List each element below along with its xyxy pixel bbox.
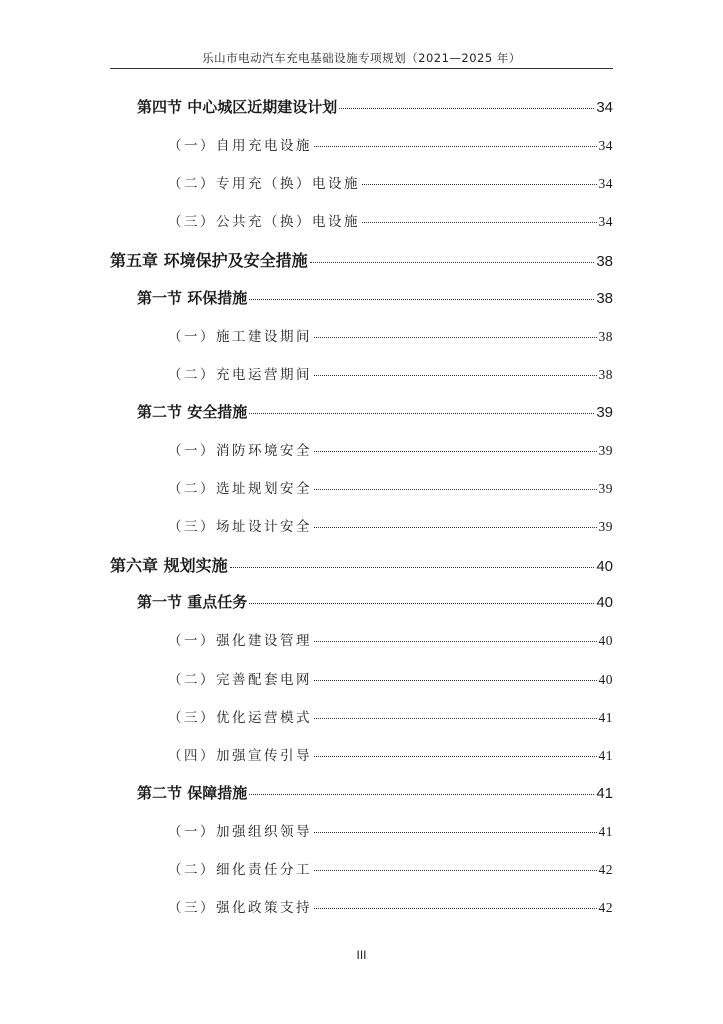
toc-entry-page: 39 — [598, 519, 613, 535]
toc-entry-page: 39 — [598, 442, 613, 458]
toc-entry-item[interactable] — [168, 858, 613, 880]
toc-dot-leader — [314, 527, 597, 528]
toc-dot-leader — [314, 489, 597, 490]
toc-dot-leader — [249, 299, 594, 300]
toc-entry-item[interactable] — [168, 820, 613, 842]
toc-dot-leader — [314, 718, 597, 719]
toc-entry-chapter[interactable] — [110, 553, 613, 575]
toc-entry-title: （一）施工建设期间 — [168, 328, 312, 345]
toc-entry-page: 39 — [598, 481, 613, 496]
toc-entry-title: （三）强化政策支持 — [168, 900, 312, 917]
toc-entry-title: （三）优化运营模式 — [168, 709, 312, 726]
toc-entry-section[interactable] — [137, 96, 613, 118]
toc-entry-item[interactable] — [168, 706, 613, 728]
toc-entry-item[interactable] — [168, 325, 613, 347]
toc-entry-title: 第四节 中心城区近期建设计划 — [137, 98, 338, 116]
toc-entry-title: （一）加强组织领导 — [168, 823, 312, 840]
toc-entry-title: （四）加强宣传引导 — [168, 747, 312, 764]
toc-entry-page: 41 — [598, 823, 613, 839]
toc-entry-page: 34 — [598, 214, 613, 230]
toc-dot-leader — [339, 108, 594, 109]
toc-entry-title: （一）自用充电设施 — [168, 138, 312, 155]
toc-entry-title: （二）完善配套电网 — [168, 671, 312, 688]
toc-dot-leader — [314, 908, 597, 909]
running-header: 乐山市电动汽车充电基础设施专项规划（2021—2025 年） — [202, 51, 521, 65]
toc-entry-title: （一）消防环境安全 — [168, 442, 312, 459]
toc-entry-title: 第五章 环境保护及安全措施 — [110, 251, 308, 271]
toc-entry-page: 40 — [596, 558, 613, 576]
toc-dot-leader — [314, 375, 597, 376]
toc-dot-leader — [314, 680, 597, 681]
toc-dot-leader — [314, 832, 597, 833]
toc-dot-leader — [362, 184, 597, 185]
toc-dot-leader — [314, 146, 597, 147]
toc-dot-leader — [314, 756, 597, 757]
toc-entry-title: （三）场址设计安全 — [168, 519, 312, 536]
toc-entry-title: （一）强化建设管理 — [168, 633, 312, 650]
toc-entry-page: 41 — [598, 747, 613, 763]
toc-dot-leader — [230, 567, 595, 568]
toc-entry-page: 40 — [598, 671, 613, 687]
toc-entry-section[interactable] — [137, 591, 613, 613]
toc-entry-page: 34 — [598, 176, 613, 192]
toc-dot-leader — [314, 337, 597, 338]
toc-entry-section[interactable] — [137, 782, 613, 804]
toc-entry-item[interactable] — [168, 363, 613, 385]
toc-entry-chapter[interactable] — [110, 248, 613, 270]
toc-entry-item[interactable] — [168, 744, 613, 766]
toc-entry-page: 41 — [596, 784, 613, 802]
toc-entry-item[interactable] — [168, 210, 613, 232]
toc-dot-leader — [362, 222, 597, 223]
toc-entry-title: （二）专用充（换）电设施 — [168, 176, 360, 193]
toc-entry-page: 41 — [598, 709, 613, 725]
toc-entry-item[interactable] — [168, 515, 613, 537]
toc-entry-page: 38 — [598, 366, 613, 382]
toc-entry-page: 38 — [596, 253, 613, 271]
toc-entry-page: 42 — [598, 900, 613, 916]
toc-entry-title: （二）充电运营期间 — [168, 366, 312, 383]
page-number: III — [356, 948, 367, 962]
toc-entry-page: 39 — [596, 403, 613, 421]
header-rule — [110, 68, 613, 69]
toc-entry-page: 40 — [596, 594, 613, 612]
toc-entry-page: 42 — [598, 862, 613, 877]
toc-entry-item[interactable] — [168, 172, 613, 194]
toc-entry-title: 第二节 安全措施 — [137, 402, 248, 421]
toc-entry-title: （三）公共充（换）电设施 — [168, 214, 360, 231]
toc-dot-leader — [249, 413, 594, 414]
toc-entry-item[interactable] — [168, 439, 613, 461]
toc-dot-leader — [310, 262, 595, 263]
toc-entry-title: 第一节 环保措施 — [137, 288, 248, 307]
toc-entry-title: （二）细化责任分工 — [168, 862, 312, 878]
toc-entry-page: 34 — [598, 138, 613, 154]
toc-dot-leader — [249, 603, 594, 604]
toc-entry-page: 34 — [596, 99, 613, 116]
toc-entry-title: 第二节 保障措施 — [137, 783, 248, 802]
toc-entry-item[interactable] — [168, 477, 613, 499]
toc-entry-section[interactable] — [137, 401, 613, 423]
toc-dot-leader — [314, 641, 597, 642]
toc-entry-page: 38 — [596, 289, 613, 307]
toc-entry-page: 38 — [598, 328, 613, 344]
toc-entry-title: 第六章 规划实施 — [110, 556, 228, 576]
toc-entry-item[interactable] — [168, 629, 613, 651]
toc-dot-leader — [249, 794, 594, 795]
toc-dot-leader — [314, 451, 597, 452]
toc-entry-item[interactable] — [168, 668, 613, 690]
toc-entry-page: 40 — [598, 633, 613, 649]
toc-entry-item[interactable] — [168, 896, 613, 918]
toc-dot-leader — [314, 870, 597, 871]
toc-entry-item[interactable] — [168, 134, 613, 156]
toc-entry-title: 第一节 重点任务 — [137, 593, 248, 612]
toc-entry-section[interactable] — [137, 287, 613, 309]
toc-entry-title: （二）选址规划安全 — [168, 481, 312, 497]
